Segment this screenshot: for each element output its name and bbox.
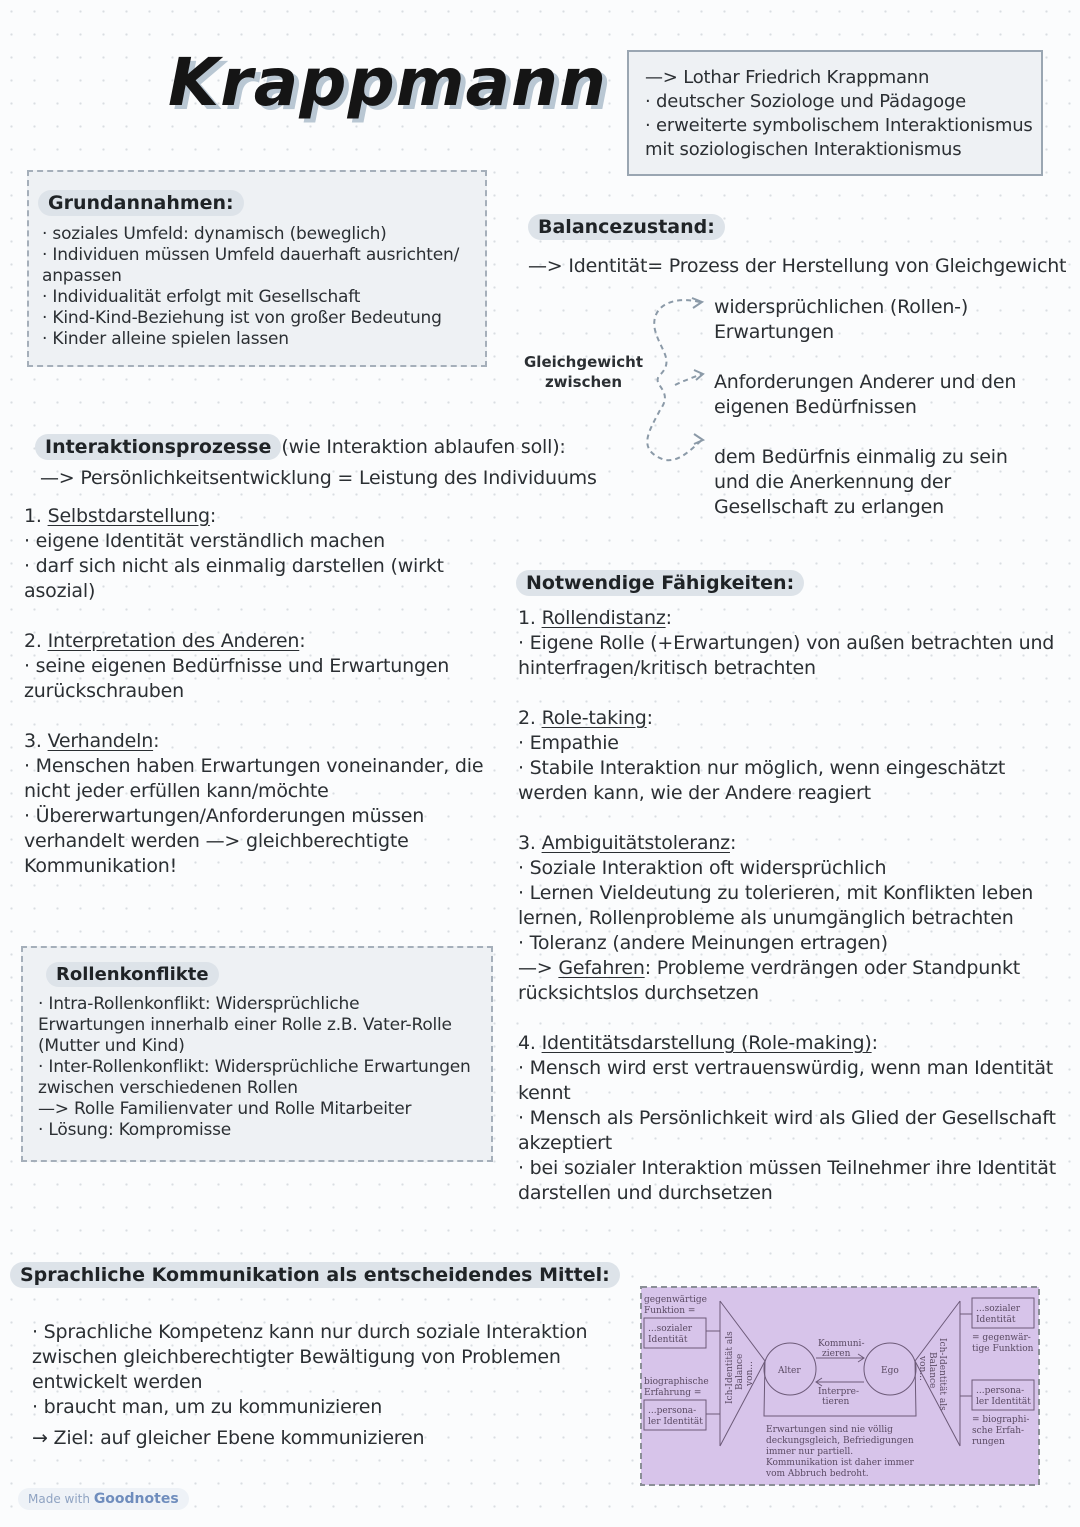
skill-title: 2. Role-taking: <box>518 707 653 729</box>
diagram-caption: immer nur partiell. <box>766 1447 854 1457</box>
balance-branch-1 <box>714 295 968 345</box>
step-line: · seine eigenen Bedürfnisse und Erwartungen <box>24 655 450 677</box>
skill-line: · Mensch wird erst vertrauenswürdig, wenn man Identität <box>518 1057 1054 1079</box>
step-number: 2. <box>24 630 48 652</box>
step-line: · darf sich nicht als einmalig darstellen (wirkt <box>24 555 444 577</box>
sprache-heading: Sprachliche Kommunikation als entscheidendes Mittel: <box>10 1262 620 1288</box>
diagram-text: ...sozialer <box>976 1304 1021 1314</box>
diagram-text: Funktion = <box>644 1306 696 1316</box>
watermark-prefix: Made with <box>28 1492 90 1506</box>
diagram-caption: vom Abbruch bedroht. <box>766 1469 869 1479</box>
diagram-text: = gegenwär- <box>972 1333 1031 1343</box>
step-title: 1. Selbstdarstellung: <box>24 505 217 527</box>
skill-line: werden kann, wie der Andere reagiert <box>518 782 871 804</box>
skill-title-text: Rollendistanz <box>541 607 666 629</box>
identity-balance-diagram <box>640 1286 1040 1486</box>
list-item: · soziales Umfeld: dynamisch (beweglich) <box>42 224 387 244</box>
bio-line: mit soziologischen Interaktionismus <box>645 139 962 160</box>
skill-number: 4. <box>518 1032 542 1054</box>
balance-label-line: zwischen <box>544 373 623 391</box>
diagram-text: ...persona- <box>648 1406 697 1416</box>
step-line: Kommunikation! <box>24 855 178 877</box>
diagram-text: Kommuni- <box>818 1339 865 1349</box>
list-item: · Kind-Kind-Beziehung ist von großer Bedeutung <box>42 308 442 328</box>
diagram-text: ler Identität <box>648 1417 703 1427</box>
diagram-caption: Erwartungen sind nie völlig <box>766 1425 893 1435</box>
list-item: —> Rolle Familienvater und Rolle Mitarbeiter <box>38 1099 412 1119</box>
step-title-text: Verhandeln <box>47 730 154 752</box>
list-item: Erwartungen innerhalb einer Rolle z.B. Vater-Rolle <box>38 1015 452 1035</box>
diagram-text: ...sozialer <box>648 1324 693 1334</box>
list-item: · Sprachliche Kompetenz kann nur durch soziale Interaktion <box>32 1321 588 1343</box>
alter-label: Alter <box>778 1366 801 1376</box>
skill-line: akzeptiert <box>518 1132 613 1154</box>
step-title: 3. Verhandeln: <box>24 730 160 752</box>
diagram-text: rungen <box>972 1437 1005 1447</box>
faehigkeiten-list <box>518 606 1068 1206</box>
branch-line: eigenen Bedürfnissen <box>714 396 917 418</box>
skill-title: 1. Rollendistanz: <box>518 607 672 629</box>
skill-line: kennt <box>518 1082 571 1104</box>
skill-title-text: Identitätsdarstellung (Role-making) <box>541 1032 872 1054</box>
skill-line: · bei sozialer Interaktion müssen Teilnehmer ihre Identität <box>518 1157 1056 1179</box>
skill-line: · Eigene Rolle (+Erwartungen) von außen betrachten und <box>518 632 1055 654</box>
list-item: (Mutter und Kind) <box>38 1036 185 1056</box>
diagram-text: gegenwärtige <box>644 1295 707 1305</box>
balance-heading: Balancezustand: <box>528 214 725 240</box>
skill-line: · Soziale Interaktion oft widersprüchlich <box>518 857 887 879</box>
danger-text: : Probleme verdrängen oder Standpunkt <box>644 957 1021 979</box>
diagram-text: Balance <box>735 1353 745 1390</box>
ego-label: Ego <box>881 1366 899 1376</box>
skill-line: darstellen und durchsetzen <box>518 1182 773 1204</box>
interaktion-list <box>24 504 494 879</box>
arrow-prefix: —> <box>518 957 559 979</box>
step-line: · eigene Identität verständlich machen <box>24 530 385 552</box>
list-item: · Inter-Rollenkonflikt: Widersprüchliche Erwartungen <box>38 1057 471 1077</box>
skill-title: 3. Ambiguitätstoleranz: <box>518 832 737 854</box>
interaktion-subline: —> Persönlichkeitsentwicklung = Leistung des Individuums <box>40 467 597 489</box>
skill-number: 1. <box>518 607 542 629</box>
skill-title-text: Ambiguitätstoleranz <box>541 832 730 854</box>
diagram-text: tieren <box>822 1397 850 1407</box>
step-line: asozial) <box>24 580 96 602</box>
step-title-text: Interpretation des Anderen <box>47 630 300 652</box>
list-item: · braucht man, um zu kommunizieren <box>32 1396 383 1418</box>
bio-line: —> Lothar Friedrich Krappmann <box>645 67 930 88</box>
step-line: · Übererwartungen/Anforderungen müssen <box>24 805 425 827</box>
list-item: anpassen <box>42 266 122 286</box>
skill-line: hinterfragen/kritisch betrachten <box>518 657 816 679</box>
branch-line: dem Bedürfnis einmalig zu sein <box>714 446 1008 468</box>
list-item: zwischen gleichberechtigter Bewältigung von Problemen <box>32 1346 561 1368</box>
interaktion-heading-row <box>35 434 566 460</box>
skill-line: · Lernen Vieldeutung zu tolerieren, mit Konflikten leben <box>518 882 1034 904</box>
step-number: 3. <box>24 730 48 752</box>
goodnotes-watermark <box>18 1488 189 1510</box>
sprache-list <box>32 1320 622 1451</box>
bio-line: · deutscher Soziologe und Pädagoge <box>645 91 967 112</box>
list-item: · Kinder alleine spielen lassen <box>42 329 289 349</box>
skill-title-text: Role-taking <box>541 707 647 729</box>
balance-definition: —> Identität= Prozess der Herstellung von Gleichgewicht <box>528 255 1067 277</box>
balance-branch-2 <box>714 370 1016 420</box>
diagram-text: zieren <box>822 1349 851 1359</box>
step-title: 2. Interpretation des Anderen: <box>24 630 306 652</box>
skill-title: 4. Identitätsdarstellung (Role-making): <box>518 1032 878 1054</box>
diagram-text: Ich-Identität als <box>937 1338 947 1411</box>
diagram-text: von... <box>917 1356 927 1381</box>
rollenkonflikte-list <box>38 994 488 1141</box>
skill-line <box>518 956 1068 981</box>
diagram-text: Interpre- <box>818 1387 860 1397</box>
diagram-caption: Kommunikation ist daher immer <box>766 1458 914 1468</box>
skill-line: lernen, Rollenprobleme als unumgänglich betrachten <box>518 907 1014 929</box>
step-number: 1. <box>24 505 48 527</box>
branch-line: Erwartungen <box>714 321 834 343</box>
faehigkeiten-heading: Notwendige Fähigkeiten: <box>516 570 804 596</box>
branch-line: Anforderungen Anderer und den <box>714 371 1017 393</box>
branch-line: Gesellschaft zu erlangen <box>714 496 944 518</box>
bio-line: · erweiterte symbolischem Interaktionismus <box>645 115 1033 136</box>
danger-label: Gefahren <box>558 957 645 979</box>
interaktion-heading: Interaktionsprozesse <box>35 434 281 460</box>
step-line: nicht jeder erfüllen kann/möchte <box>24 780 329 802</box>
diagram-text: tige Funktion <box>972 1344 1034 1354</box>
diagram-text: sche Erfah- <box>972 1426 1025 1436</box>
skill-line: rücksichtslos durchsetzen <box>518 982 759 1004</box>
step-title-text: Selbstdarstellung <box>47 505 210 527</box>
step-line: · Menschen haben Erwartungen voneinander, die <box>24 755 484 777</box>
interaktion-heading-note: (wie Interaktion ablaufen soll): <box>281 436 566 458</box>
list-item: → Ziel: auf gleicher Ebene kommunizieren <box>32 1427 425 1449</box>
skill-line: · Empathie <box>518 732 619 754</box>
rollenkonflikte-heading: Rollenkonflikte <box>46 962 219 987</box>
balance-label-line: Gleichgewicht <box>524 353 643 371</box>
diagram-text: Balance <box>927 1352 937 1389</box>
balance-branch-3 <box>714 445 1008 520</box>
list-item: entwickelt werden <box>32 1371 203 1393</box>
skill-number: 3. <box>518 832 542 854</box>
diagram-text: Identität <box>648 1335 688 1345</box>
diagram-caption: deckungsgleich, Befriedigungen <box>766 1436 914 1446</box>
diagram-text: = biographi- <box>972 1415 1030 1425</box>
branch-line: widersprüchlichen (Rollen-) <box>714 296 969 318</box>
grundannahmen-heading: Grundannahmen: <box>38 190 244 216</box>
skill-line: · Mensch als Persönlichkeit wird als Glied der Gesellschaft <box>518 1107 1056 1129</box>
balance-label <box>524 352 643 392</box>
list-item: · Individuen müssen Umfeld dauerhaft ausrichten/ <box>42 245 460 265</box>
list-item: · Individualität erfolgt mit Gesellschaft <box>42 287 361 307</box>
bio-box <box>627 50 1043 176</box>
diagram-text: Ich-Identität als <box>725 1331 735 1404</box>
skill-number: 2. <box>518 707 542 729</box>
brace-arrows-icon <box>630 290 720 470</box>
branch-line: und die Anerkennung der <box>714 471 952 493</box>
list-item: · Intra-Rollenkonflikt: Widersprüchliche <box>38 994 360 1014</box>
diagram-text: ler Identität <box>976 1397 1031 1407</box>
diagram-text: ...persona- <box>976 1386 1025 1396</box>
list-item: zwischen verschiedenen Rollen <box>38 1078 298 1098</box>
diagram-text: biographische <box>644 1377 709 1387</box>
diagram-text: von... <box>745 1361 755 1386</box>
diagram-text: Identität <box>976 1315 1016 1325</box>
step-line: zurückschrauben <box>24 680 184 702</box>
watermark-brand: Goodnotes <box>93 1491 179 1507</box>
diagram-text: Erfahrung = <box>644 1388 702 1398</box>
page-title: Krappmann <box>168 44 607 121</box>
skill-line: · Toleranz (andere Meinungen ertragen) <box>518 932 888 954</box>
step-line: verhandelt werden —> gleichberechtigte <box>24 830 409 852</box>
grundannahmen-list <box>42 224 482 350</box>
list-item: · Lösung: Kompromisse <box>38 1120 232 1140</box>
skill-line: · Stabile Interaktion nur möglich, wenn eingeschätzt <box>518 757 1006 779</box>
